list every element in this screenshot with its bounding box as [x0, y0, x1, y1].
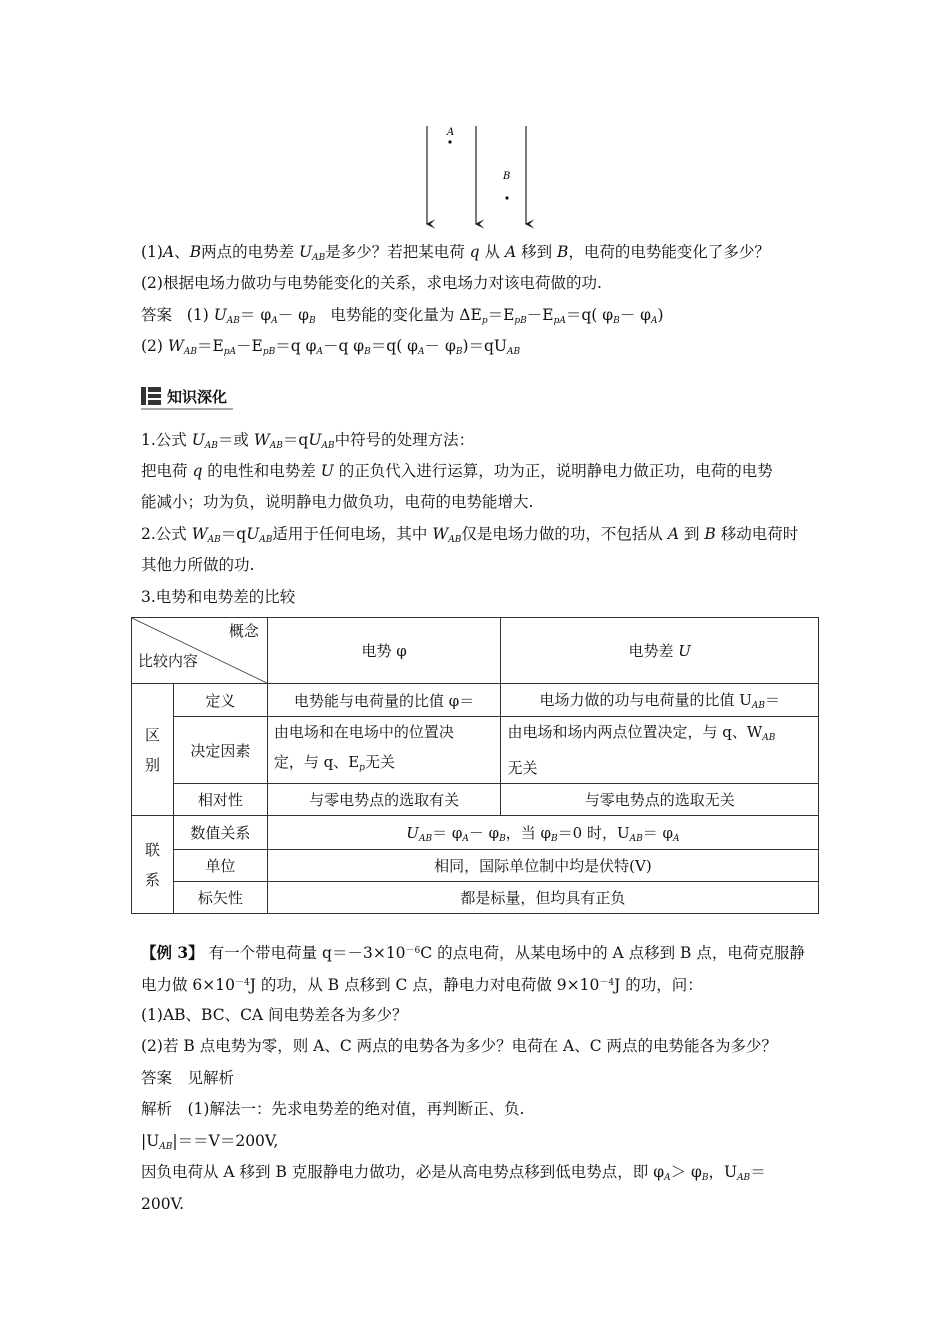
row-label-factors: 决定因素: [173, 717, 267, 784]
table-corner-cell: [132, 618, 268, 684]
corner-top-label: 概念: [228, 622, 259, 640]
solution-line-4: 200V.: [141, 1195, 184, 1213]
row-label-definition: 定义: [173, 684, 267, 717]
row-label-unit: 单位: [173, 850, 267, 882]
section-title: 知识深化: [167, 387, 228, 406]
knowledge-2-body: 其他力所做的功.: [141, 556, 255, 574]
solution-line-2: $|U_{AB}|==V=200V$,: [141, 1132, 279, 1152]
example-line-2: 电力做 $6\times 10^{-4}J$ 的功，从 B 点移到 C 点，静电力对电荷做 $9\times 10^{-4}J$ 的功，问：: [141, 976, 703, 994]
table-row: [132, 882, 819, 914]
table-row: [132, 784, 819, 816]
example-tag: 【例 3】: [141, 943, 204, 962]
example-question-2: (2)若 B 点电势为零，则 A、C 两点的电势各为多少？电荷在 A、C 两点的电势能各为多少？: [141, 1037, 778, 1055]
cell-scalar: 都是标量，但均具有正负: [267, 882, 818, 914]
knowledge-1: 1.公式 $U_{AB}=$或 $W_{AB}=qU_{AB}$中符号的处理方法：: [141, 431, 475, 451]
table-row: [132, 850, 819, 882]
cell-numeric: $U_{AB}= \varphi_A- \varphi_B$，当 $\varphi_B=0$ 时，$U_{AB}= \varphi_A$: [267, 816, 818, 850]
group-relation: 联 系: [132, 816, 174, 914]
group-difference: 区 别: [132, 684, 174, 816]
table-row: [132, 816, 819, 850]
row-label-scalar: 标矢性: [173, 882, 267, 914]
point-b-label: B: [503, 171, 511, 182]
section-header: [141, 384, 227, 408]
table-row: [132, 717, 819, 784]
solution-line-3: 因负电荷从 A 移到 B 克服静电力做功，必是从高电势点移到低电势点，即 $\varphi_A> \varphi_B$，$U_{AB}=$: [141, 1163, 766, 1183]
example-question-1: (1)AB、BC、CA 间电势差各为多少？: [141, 1006, 408, 1024]
cell-definition-difference: 电场力做的功与电荷量的比值 $U_{AB}=$: [501, 684, 819, 717]
point-b: [505, 196, 508, 199]
table-row: [132, 684, 819, 717]
example-answer: 答案 见解析: [141, 1069, 235, 1087]
electric-field-figure: [410, 120, 540, 232]
cell-definition-potential: 电势能与电荷量的比值 φ＝: [267, 684, 501, 717]
point-a: [448, 140, 451, 143]
knowledge-3: 3.电势和电势差的比较: [141, 588, 296, 606]
cell-relativity-difference: 与零电势点的选取无关: [501, 784, 819, 816]
answer-2: (2) $W_{AB}=E_{pA}-E_{pB}=q$ $\varphi_A-q$ $\varphi_B=q$( $\varphi_A- \varphi_B)=qU_{AB}$: [141, 337, 521, 357]
cell-factors-potential: 由电场和在电场中的位置决 定，与 q、$E_p$无关: [267, 717, 501, 784]
header-potential-difference: 电势差 U: [501, 618, 819, 684]
answer-1: 答案 (1) $U_{AB}= \varphi_A- \varphi_B$ 电势能的变化量为 $\Delta E_p=E_{pB}-E_{pA}=q$( $\varphi_B- \varphi_A$): [141, 306, 664, 326]
knowledge-2: 2.公式 $W_{AB}=qU_{AB}$适用于任何电场，其中 $W_{AB}$仅是电场力做的功，不包括从 A 到 B 移动电荷时: [141, 525, 799, 545]
cell-factors-difference: 由电场和场内两点位置决定，与 q、$W_{AB}$ 无关: [501, 717, 819, 784]
header-potential: 电势 φ: [267, 618, 501, 684]
cell-relativity-potential: 与零电势点的选取有关: [267, 784, 501, 816]
corner-bottom-label: 比较内容: [138, 652, 199, 670]
cell-unit: 相同，国际单位制中均是伏特(V): [267, 850, 818, 882]
table-header-row: [132, 618, 819, 684]
solution-line-1: 解析 (1)解法一：先求电势差的绝对值，再判断正、负.: [141, 1100, 525, 1118]
row-label-numeric: 数值关系: [173, 816, 267, 850]
row-label-relativity: 相对性: [173, 784, 267, 816]
point-a-label: A: [447, 127, 455, 138]
example-line-1: 【例 3】 有一个带电荷量 $q=-3\times 10^{-6}C$ 的点电荷，从某电场中的 A 点移到 B 点，电荷克服静: [141, 943, 805, 962]
question-2: (2)根据电场力做功与电势能变化的关系，求电场力对该电荷做的功.: [141, 274, 602, 292]
knowledge-1-body-2: 能减小；功为负，说明静电力做负功，电荷的电势能增大.: [141, 493, 534, 511]
knowledge-1-body: 把电荷 q 的电性和电势差 U 的正负代入进行运算，功为正，说明静电力做正功，电荷的电势: [141, 462, 773, 480]
question-1: (1)A、B两点的电势差 $U_{AB}$是多少？若把某电荷 q 从 A 移到 B，电荷的电势能变化了多少？: [141, 243, 770, 263]
comparison-table: [131, 617, 819, 914]
section-marker-icon: [141, 387, 161, 405]
